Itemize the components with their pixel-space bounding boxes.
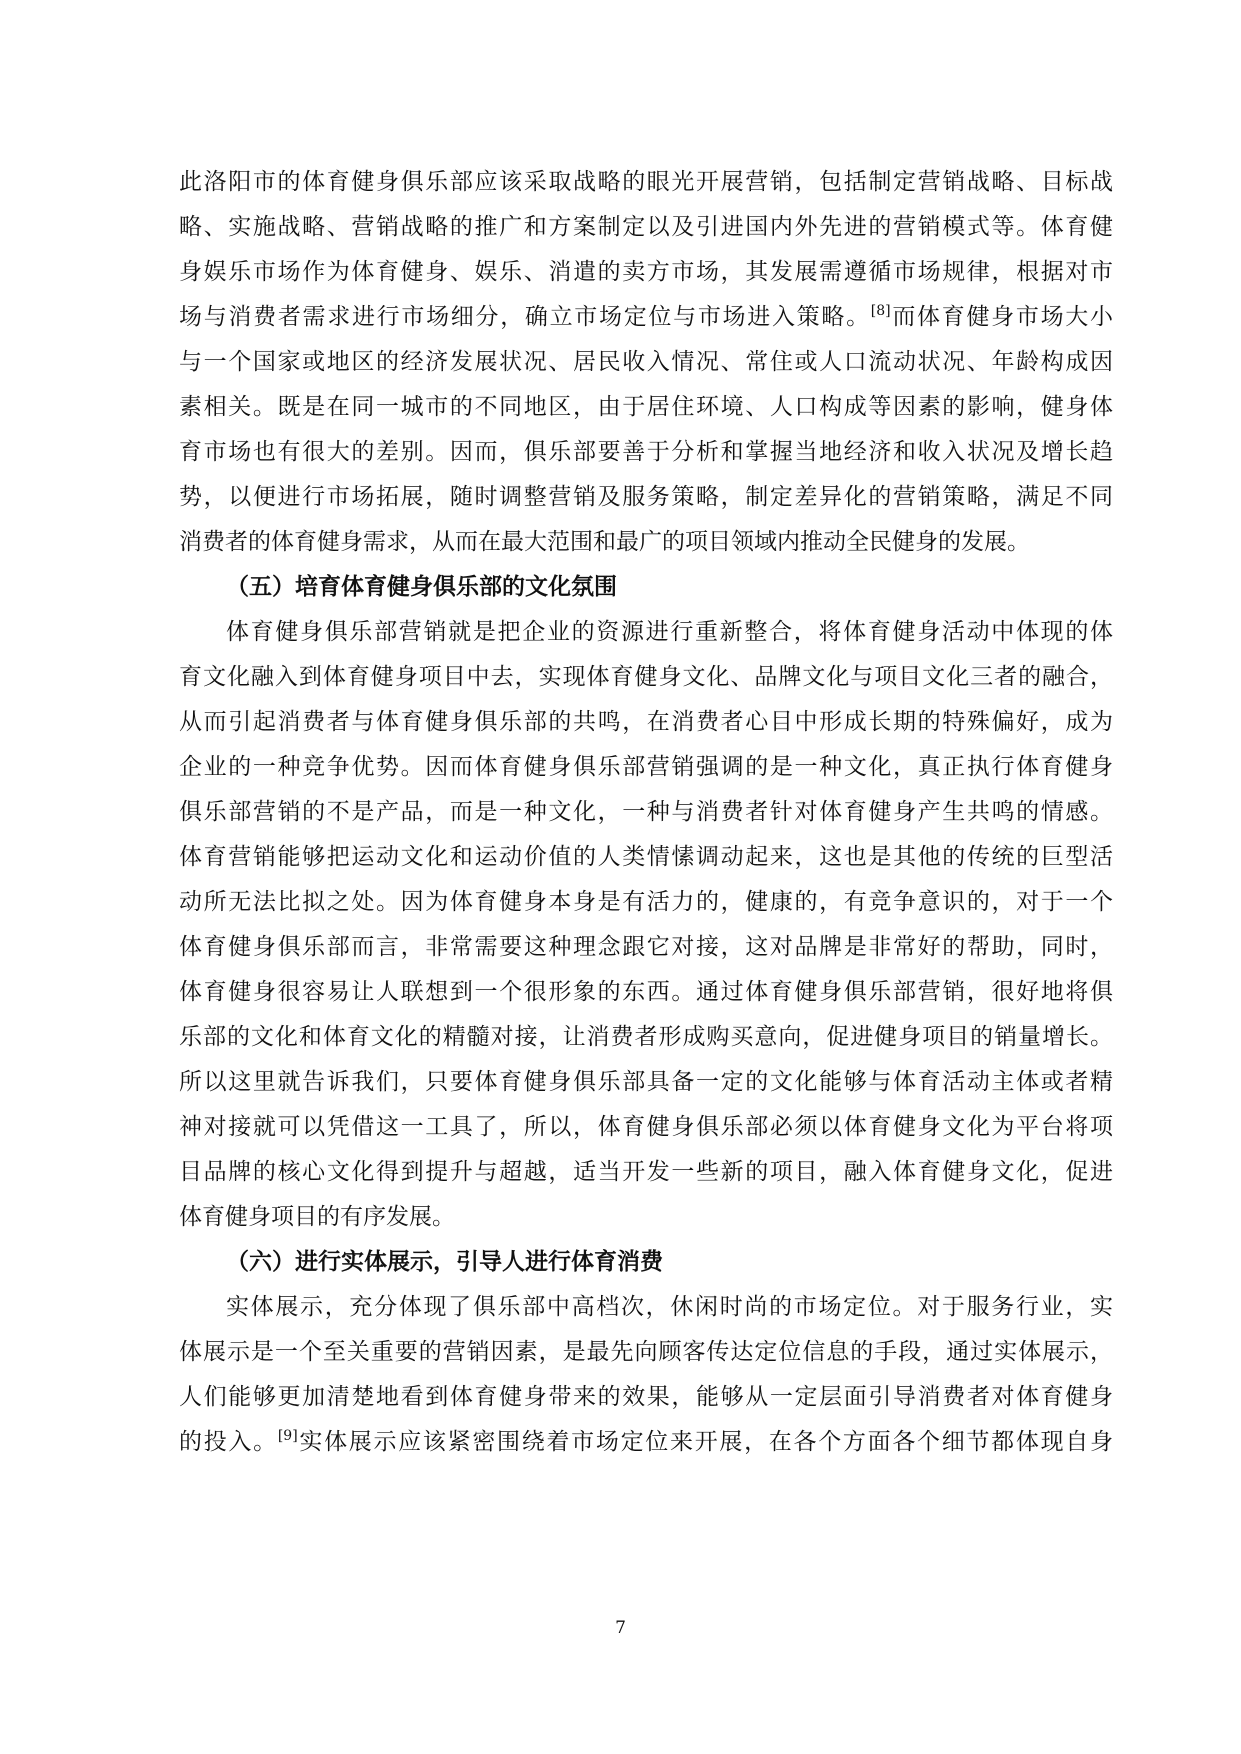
page-number: 7 [615,1618,626,1638]
text-line: 素相关。既是在同一城市的不同地区，由于居住环境、人口构成等因素的影响，健身体 [179,394,1113,420]
text-line-with-citation [179,297,1113,337]
text-line: 消费者的体育健身需求，从而在最大范围和最广的项目领域内推动全民健身的发展。 [179,529,1030,555]
text-line: 势，以便进行市场拓展，随时调整营销及服务策略，制定差异化的营销策略，满足不同 [179,484,1113,510]
text-line: 神对接就可以凭借这一工具了，所以，体育健身俱乐部必须以体育健身文化为平台将项 [179,1114,1113,1140]
text-line: 育市场也有很大的差别。因而，俱乐部要善于分析和掌握当地经济和收入状况及增长趋 [179,439,1113,465]
text-line: 身娱乐市场作为体育健身、娱乐、消遣的卖方市场，其发展需遵循市场规律，根据对市 [179,259,1113,285]
text-line: 此洛阳市的体育健身俱乐部应该采取战略的眼光开展营销，包括制定营销战略、目标战 [179,169,1113,195]
text-line: 所以这里就告诉我们，只要体育健身俱乐部具备一定的文化能够与体育活动主体或者精 [179,1069,1113,1095]
text-line: 动所无法比拟之处。因为体育健身本身是有活力的，健康的，有竞争意识的，对于一个 [179,889,1113,915]
text-line: 育文化融入到体育健身项目中去，实现体育健身文化、品牌文化与项目文化三者的融合， [179,664,1113,690]
text-line: 企业的一种竞争优势。因而体育健身俱乐部营销强调的是一种文化，真正执行体育健身 [179,754,1113,780]
text-line: 体育健身很容易让人联想到一个很形象的东西。通过体育健身俱乐部营销，很好地将俱 [179,979,1113,1005]
text-line: 目品牌的核心文化得到提升与超越，适当开发一些新的项目，融入体育健身文化，促进 [179,1159,1113,1185]
text-line: 略、实施战略、营销战略的推广和方案制定以及引进国内外先进的营销模式等。体育健 [179,214,1113,240]
text-line: 乐部的文化和体育文化的精髓对接，让消费者形成购买意向，促进健身项目的销量增长。 [179,1024,1113,1050]
section-heading-5: （五）培育体育健身俱乐部的文化氛围 [226,574,617,600]
text-segment: 场与消费者需求进行市场细分，确立市场定位与市场进入策略。 [179,304,871,330]
citation-8: [8] [870,303,891,319]
text-line-with-citation [179,1422,1113,1462]
text-line: 体育营销能够把运动文化和运动价值的人类情愫调动起来，这也是其他的传统的巨型活 [179,844,1113,870]
text-segment: 而体育健身市场大小 [890,304,1114,330]
text-line: 俱乐部营销的不是产品，而是一种文化，一种与消费者针对体育健身产生共鸣的情感。 [179,799,1113,825]
text-line: 与一个国家或地区的经济发展状况、居民收入情况、常住或人口流动状况、年龄构成因 [179,349,1113,375]
section-heading-6: （六）进行实体展示，引导人进行体育消费 [226,1249,663,1275]
text-line: 实体展示，充分体现了俱乐部中高档次，休闲时尚的市场定位。对于服务行业，实 [226,1294,1113,1320]
text-line: 体育健身俱乐部营销就是把企业的资源进行重新整合，将体育健身活动中体现的体 [226,619,1113,645]
text-line: 体育健身项目的有序发展。 [179,1204,455,1230]
text-segment: 实体展示应该紧密围绕着市场定位来开展，在各个方面各个细节都体现自身 [297,1429,1114,1455]
text-line: 体育健身俱乐部而言，非常需要这种理念跟它对接，这对品牌是非常好的帮助，同时， [179,934,1113,960]
text-line: 从而引起消费者与体育健身俱乐部的共鸣，在消费者心目中形成长期的特殊偏好，成为 [179,709,1113,735]
citation-9: [9] [277,1428,298,1444]
text-segment: 的投入。 [179,1429,278,1455]
text-line: 体展示是一个至关重要的营销因素，是最先向顾客传达定位信息的手段，通过实体展示， [179,1339,1113,1365]
text-line: 人们能够更加清楚地看到体育健身带来的效果，能够从一定层面引导消费者对体育健身 [179,1384,1113,1410]
